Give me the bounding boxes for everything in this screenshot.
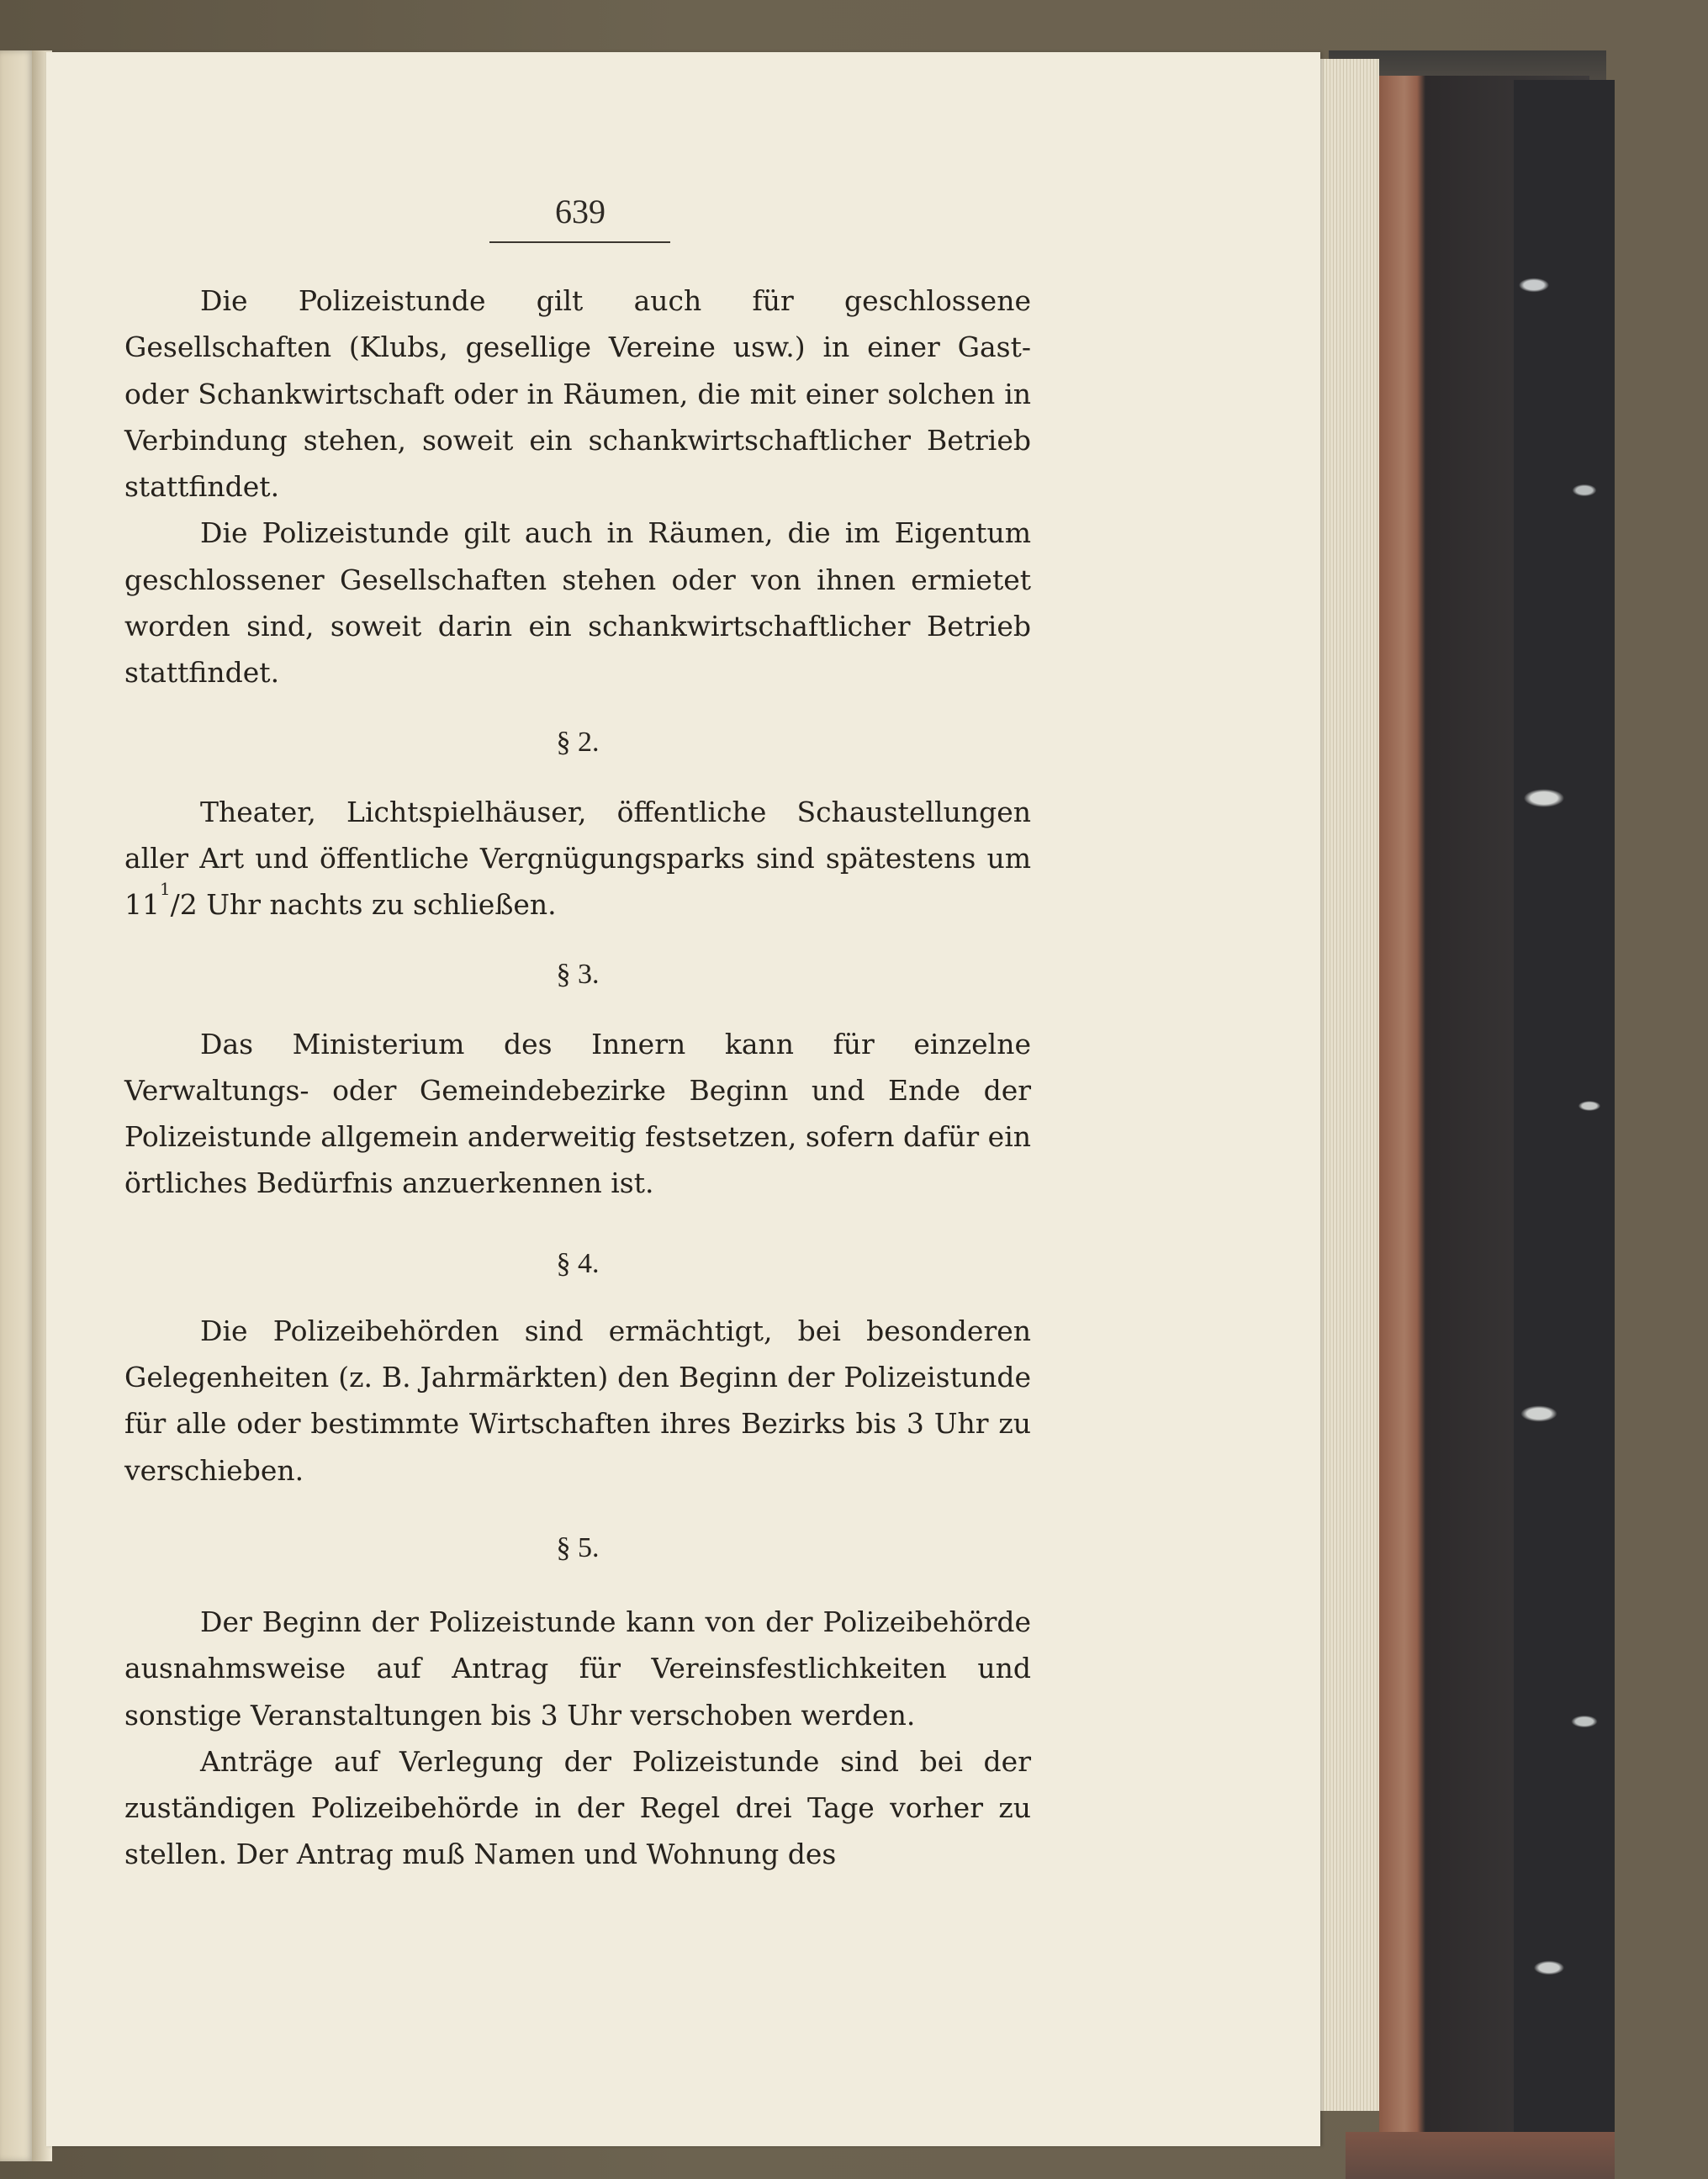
paragraph-1: Die Polizeistunde gilt auch für geschlossene Gesellschaften (Klubs, gesellige Vereine usw.) in einer Gast- oder Schankwirtschaft oder in Räumen, die mit einer solchen in Verbindung stehen, soweit ein schankwirtschaftlicher Betrieb stattfindet.	[124, 284, 1031, 504]
paragraph-3	[124, 789, 1031, 928]
page-number: 639	[555, 193, 605, 230]
marbled-edge	[1514, 80, 1615, 2132]
paragraph-4: Das Ministerium des Innern kann für einzelne Verwaltungs- oder Gemeindebezirke Beginn und Ende der Polizeistunde allgemein anderweitig festsetzen, sofern dafür ein örtliches Bedürfnis anzuerkennen ist.	[124, 1027, 1031, 1200]
section-heading-2: § 2.	[556, 726, 600, 758]
facing-page-edge	[0, 50, 34, 2161]
section-heading-5: § 5.	[556, 1531, 600, 1563]
paragraph-3-text-end: Uhr nachts zu schließen.	[197, 888, 557, 922]
book-cover-bottom	[1346, 2132, 1615, 2179]
section-heading-3: § 3.	[556, 958, 600, 990]
page-block-edges	[1320, 59, 1379, 2111]
paragraph-6: Der Beginn der Polizeistunde kann von der Polizeibehörde ausnahmsweise auf Antrag für Vereinsfestlichkeiten und sonstige Veranstaltungen bis 3 Uhr verschoben werden.	[124, 1605, 1031, 1732]
section-heading-4: § 4.	[556, 1247, 600, 1279]
paragraph-3-text: Theater, Lichtspielhäuser, öffentliche Schaustellungen aller Art und öffentliche Vergnügungsparks sind spätestens um 11	[124, 795, 1031, 922]
paragraph-2: Die Polizeistunde gilt auch in Räumen, die im Eigentum geschlossener Gesellschaften stehen oder von ihnen ermietet worden sind, soweit darin ein schankwirtschaftlicher Betrieb stattfindet.	[124, 516, 1031, 690]
fraction-denominator: /2	[170, 888, 198, 922]
paragraph-7: Anträge auf Verlegung der Polizeistunde sind bei der zuständigen Polizeibehörde in der Regel drei Tage vorher zu stellen. Der Antrag muß Namen und Wohnung des	[124, 1744, 1031, 1871]
paragraph-5: Die Polizeibehörden sind ermächtigt, bei besonderen Gelegenheiten (z. B. Jahrmärkten) den Beginn der Polizeistunde für alle oder bestimmte Wirtschaften ihres Bezirks bis 3 Uhr zu verschieben.	[124, 1314, 1031, 1487]
page-text-block	[124, 278, 1031, 1878]
page-number-rule	[489, 241, 670, 243]
fraction-numerator: 1	[160, 880, 171, 900]
